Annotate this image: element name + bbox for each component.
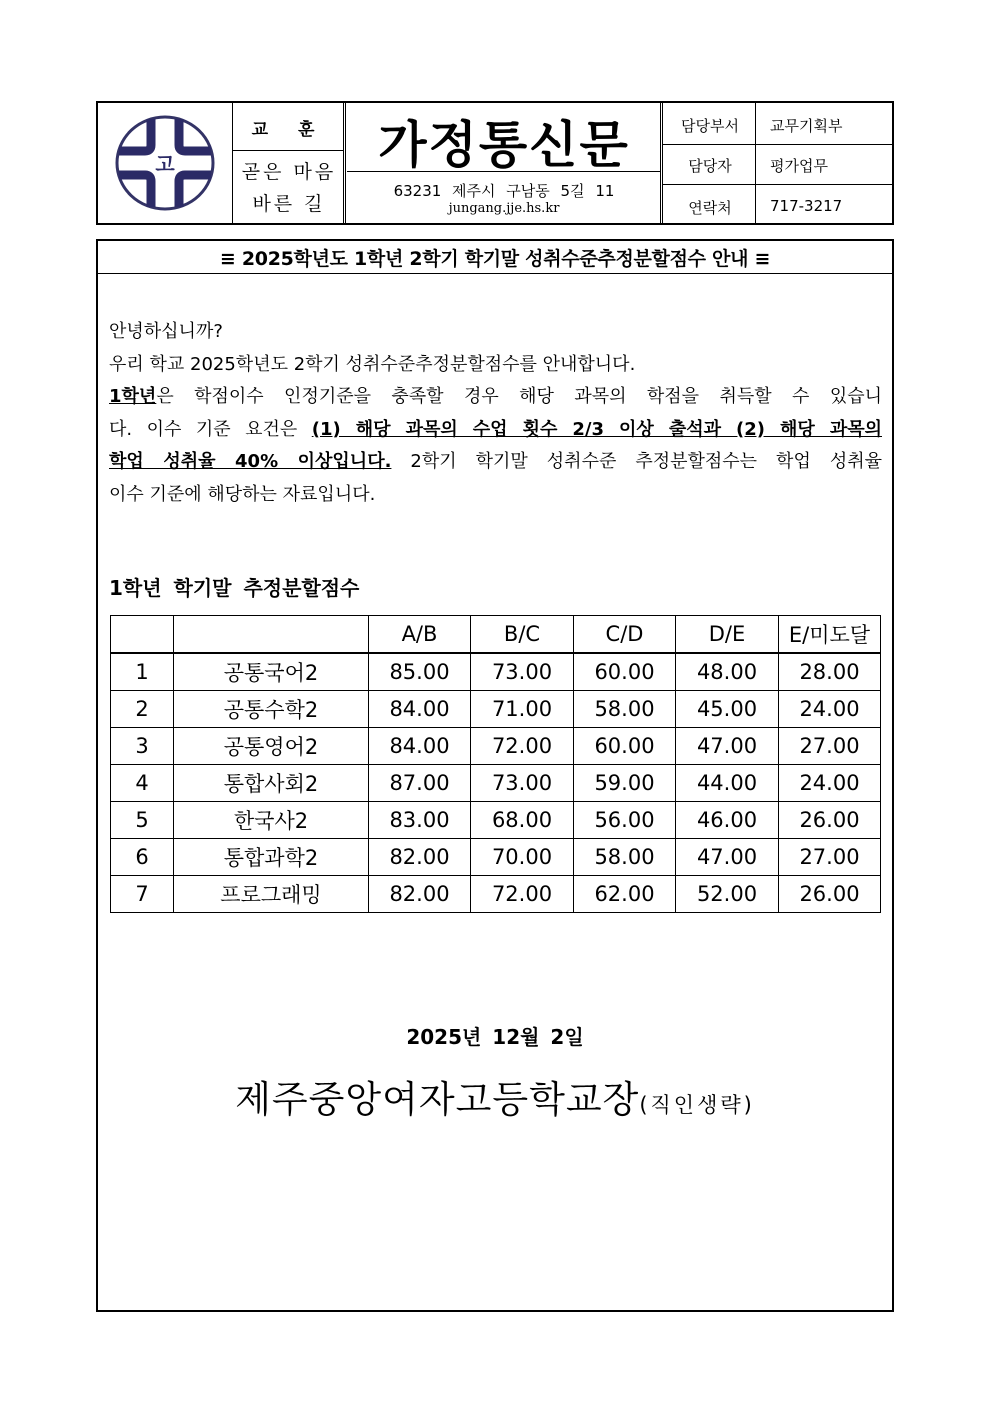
divider bbox=[755, 103, 756, 223]
principal-name: 제주중앙여자고등학교장 bbox=[235, 1078, 640, 1121]
notice-text bbox=[109, 316, 882, 511]
principal-signature bbox=[98, 1069, 892, 1123]
info-label-person: 담당자 bbox=[688, 157, 732, 175]
info-value-department: 교무기획부 bbox=[770, 117, 843, 135]
table-row: 1 공통국어2 85.00 73.00 60.00 48.00 28.00 bbox=[111, 653, 881, 691]
divider bbox=[660, 103, 663, 223]
paragraph-line: 1학년은 학점이수 인정기준을 충족할 경우 해당 과목의 학점을 취득할 수 있습니 bbox=[109, 386, 882, 407]
issue-date: 2025년 12월 2일 bbox=[406, 1025, 584, 1049]
table-header-row bbox=[111, 616, 881, 654]
newsletter-header bbox=[96, 101, 894, 225]
table-row: 4 통합사회2 87.00 73.00 59.00 44.00 24.00 bbox=[111, 765, 881, 802]
school-logo-cell bbox=[98, 103, 233, 223]
seal-omitted-note: (직인생략) bbox=[639, 1093, 755, 1117]
divider bbox=[663, 144, 892, 145]
newsletter-title: 가정통신문 bbox=[378, 116, 630, 174]
table-row: 2 공통수학2 84.00 71.00 58.00 45.00 24.00 bbox=[111, 691, 881, 728]
notice-body bbox=[96, 239, 894, 1312]
divider bbox=[663, 184, 892, 185]
header-cell: C/D bbox=[574, 616, 676, 654]
motto-line-1: 곧은 마음 bbox=[241, 161, 337, 183]
info-label-contact: 연락처 bbox=[688, 199, 732, 217]
paragraph-line: 다. 이수 기준 요건은 (1) 해당 과목의 수업 횟수 2/3 이상 출석과 (2) 해당 과목의 bbox=[109, 418, 882, 440]
paragraph-line: 학업 성취율 40% 이상입니다. 2학기 학기말 성취수준 추정분할점수는 학업 성취율 bbox=[109, 451, 882, 472]
table-row: 7 프로그래밍 82.00 72.00 62.00 52.00 26.00 bbox=[111, 876, 881, 913]
info-value-contact: 717-3217 bbox=[770, 197, 843, 215]
logo-letter: 고 bbox=[155, 152, 175, 176]
divider bbox=[232, 103, 233, 223]
info-label-department: 담당부서 bbox=[681, 117, 739, 135]
info-value-person: 평가업무 bbox=[770, 157, 828, 175]
divider bbox=[347, 171, 660, 172]
school-logo bbox=[115, 115, 215, 211]
table-row: 5 한국사2 83.00 68.00 56.00 46.00 26.00 bbox=[111, 802, 881, 839]
notice-banner: ≡ 2025학년도 1학년 2학기 학기말 성취수준추정분할점수 안내 ≡ bbox=[98, 241, 892, 274]
paragraph-line: 이수 기준에 해당하는 자료입니다. bbox=[109, 483, 376, 505]
cut-score-table bbox=[110, 615, 881, 913]
header-cell: B/C bbox=[471, 616, 574, 654]
table-row: 3 공통영어2 84.00 72.00 60.00 47.00 27.00 bbox=[111, 728, 881, 765]
motto-title: 교 훈 bbox=[251, 119, 327, 140]
greeting: 안녕하십니까? bbox=[109, 321, 223, 342]
header-cell: A/B bbox=[369, 616, 471, 654]
header-cell: E/미도달 bbox=[779, 616, 881, 654]
motto-line-2: 바른 길 bbox=[252, 193, 326, 215]
intro-line: 우리 학교 2025학년도 2학기 성취수준추정분할점수를 안내합니다. bbox=[109, 353, 636, 375]
school-website: jungang.jje.hs.kr bbox=[448, 201, 560, 216]
header-cell: D/E bbox=[676, 616, 779, 654]
table-row: 6 통합과학2 82.00 70.00 58.00 47.00 27.00 bbox=[111, 839, 881, 876]
header-cell bbox=[174, 616, 369, 654]
section-title: 1학년 학기말 추정분할점수 bbox=[109, 576, 360, 600]
school-address: 63231 제주시 구남동 5길 11 bbox=[393, 182, 615, 200]
header-cell bbox=[111, 616, 174, 654]
